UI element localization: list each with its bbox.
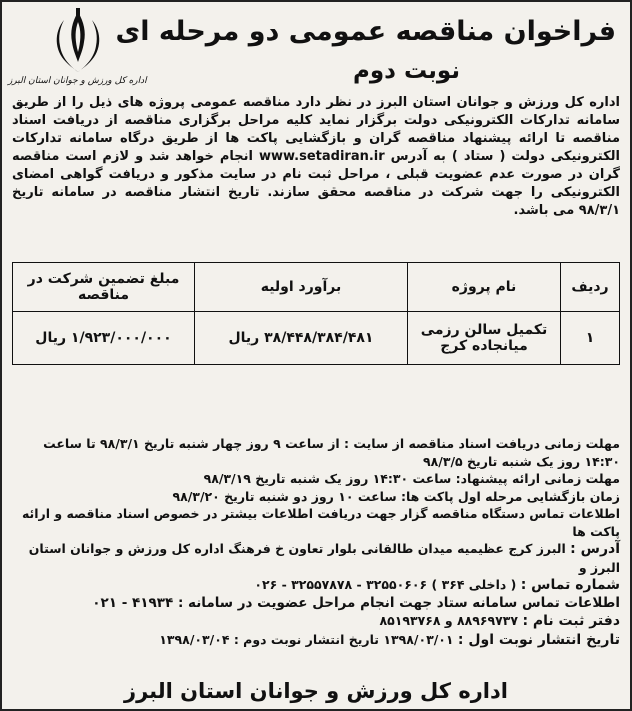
setad-url-link[interactable]: www.setadiran.ir (258, 149, 385, 164)
pub-label: تاریخ انتشار نوبت اول : (457, 631, 620, 648)
footer-org: اداره کل ورزش و جوانان استان البرز (124, 679, 508, 703)
notice-subtitle: نوبت دوم (352, 58, 460, 84)
header (2, 2, 630, 94)
org-signature: اداره کل ورزش و جوانان استان البرز (8, 76, 147, 86)
table-row (13, 312, 620, 365)
doc-time: مهلت زمانی دریافت اسناد مناقصه از سایت : از ساعت ۹ روز چهار شنبه تاریخ ۹۸/۳/۱ تا ساعت ۱۴:۳۰ روز یک شنبه تاریخ ۹۸/۳/۵ (43, 436, 620, 469)
row-number: ۱ (561, 312, 620, 365)
pub-line (12, 631, 620, 650)
reg-line (12, 612, 620, 631)
address-label: آدرس : (570, 541, 620, 557)
address-value: البرز کرج عظیمیه میدان طالقانی بلوار تعاون خ فرهنگ اداره کل ورزش و جوانان استان البرز و (28, 541, 620, 575)
setad-contact: اطلاعات تماس سامانه ستاد جهت انجام مراحل عضویت در سامانه : ۴۱۹۳۴ - ۰۲۱ (92, 594, 620, 611)
notice-title: فراخوان مناقصه عمومی دو مرحله ای (115, 16, 616, 47)
reg-label: دفتر ثبت نام : (522, 613, 620, 629)
details-section (12, 435, 620, 649)
opening-time: زمان بازگشایی مرحله اول پاکت ها: ساعت ۱۰ روز دو شنبه تاریخ ۹۸/۳/۲۰ (172, 488, 620, 504)
projects-table (12, 262, 620, 365)
reg-phones: ۸۸۹۶۹۷۳۷ و ۸۵۱۹۳۷۶۸ (379, 613, 519, 628)
intro-text-2: انجام خواهد شد و لازم است مناقصه گران در صورت عدم عضویت قبلی ، مراحل ثبت نام در سایت مذکور و دریافت گواهی امضای الکترونیکی را جهت شرکت در مناقصه محقق سازند. تاریخ انتشار مناقصه در سامانه تاریخ ۹۸/۳/۱ می باشد. (12, 149, 620, 218)
spacer (2, 365, 630, 435)
guarantee-value: ۱/۹۲۳/۰۰۰/۰۰۰ ریال (13, 312, 195, 365)
col-row-header: ردیف (561, 263, 620, 312)
phone-value: ( داخلی ۳۶۴ ) ۳۲۵۵۰۶۰۶ - ۳۲۵۵۷۸۷۸ - ۰۲۶ (254, 577, 517, 592)
project-name: تکمیل سالن رزمی میانجاده کرج (408, 312, 561, 365)
intro-paragraph (12, 94, 620, 256)
estimate-value: ۳۸/۴۴۸/۳۸۴/۴۸۱ ریال (195, 312, 408, 365)
phone-label: شماره تماس : (520, 577, 620, 593)
col-project-header: نام پروژه (408, 263, 561, 312)
phone-line (12, 576, 620, 595)
pub-dates: ۱۳۹۸/۰۳/۰۱ تاریخ انتشار نوبت دوم : ۱۳۹۸/۰۳/۰۴ (159, 631, 454, 647)
iran-emblem-icon (42, 6, 114, 78)
col-estimate-header: برآورد اولیه (195, 263, 408, 312)
offer-time: مهلت زمانی ارائه پیشنهاد: ساعت ۱۴:۳۰ روز یک شنبه تاریخ ۹۸/۳/۱۹ (203, 471, 620, 486)
col-guarantee-header: مبلغ تضمین شرکت در مناقصه (13, 263, 195, 312)
intro-text: اداره کل ورزش و جوانان استان البرز در نظر دارد مناقصه عمومی پروژه های ذیل را از طریق سامانه تدارکات الکترونیکی دولت برگزار نماید کلیه مراحل برگزاری مناقصه از دریافت اسناد مناقصه تا ارائه پیشنهاد مناقصه گران و بازگشایی پاکت ها از طریق درگاه سامانه تدارکات الکترونیکی دولت ( ستاد ) به آدرس (12, 95, 620, 164)
address-line (12, 540, 620, 576)
contact-info: اطلاعات تماس دستگاه مناقصه گزار جهت دریافت اطلاعات بیشتر در خصوص اسناد مناقصه و ارائه پاکت ها (21, 506, 620, 539)
